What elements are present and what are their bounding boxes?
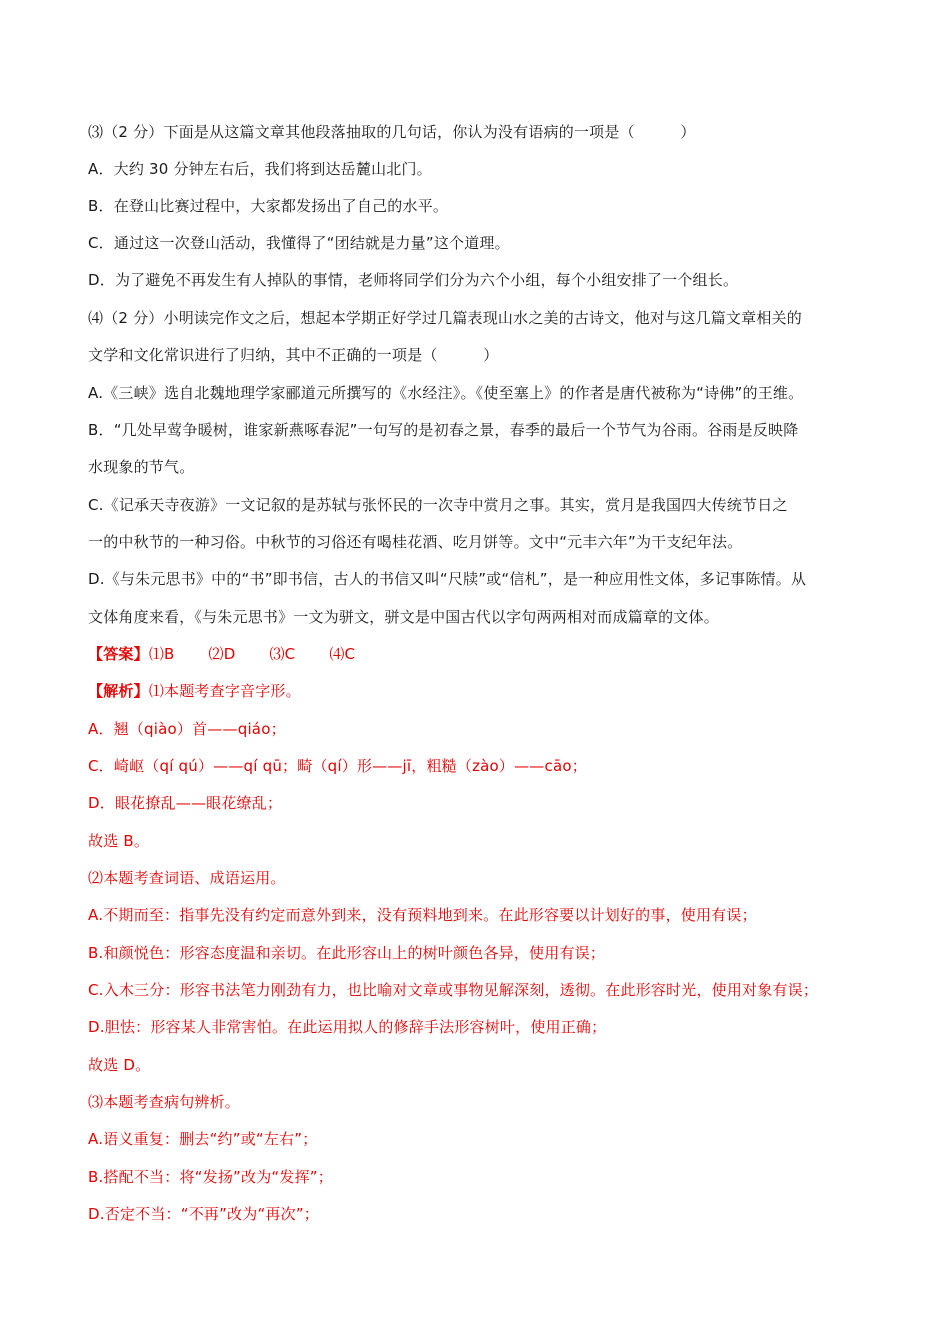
analysis-p1-c: C．崎岖（qí qú）——qí qū；畸（qí）形——jī，粗糙（zào）——cāo；: [88, 757, 587, 775]
q3-option-d: D．为了避免不再发生有人掉队的事情，老师将同学们分为六个小组，每个小组安排了一个组长。: [88, 271, 739, 289]
answer-item: ⑵D: [208, 645, 236, 663]
answer-line: [88, 644, 868, 664]
q4-stem-line1: ⑷（2 分）小明读完作文之后，想起本学期正好学过几篇表现山水之美的古诗文，他对与这几篇文章相关的: [88, 309, 802, 327]
analysis-p2-b: B.和颜悦色：形容态度温和亲切。在此形容山上的树叶颜色各异，使用有误；: [88, 944, 606, 962]
analysis-p3-a: A.语义重复：删去“约”或“左右”；: [88, 1130, 318, 1148]
analysis-p3-b: B.搭配不当：将“发扬”改为“发挥”；: [88, 1168, 333, 1186]
q3-option-a: A．大约 30 分钟左右后，我们将到达岳麓山北门。: [88, 160, 432, 178]
analysis-p2-a: A.不期而至：指事先没有约定而意外到来，没有预料地到来。在此形容要以计划好的事，使用有误；: [88, 906, 757, 924]
analysis-p1-intro: ⑴本题考查字音字形。: [148, 682, 301, 700]
q3-option-b: B．在登山比赛过程中，大家都发扬出了自己的水平。: [88, 197, 449, 215]
analysis-p1-conclusion: 故选 B。: [88, 832, 150, 850]
analysis-p2-intro: ⑵本题考查词语、成语运用。: [88, 869, 286, 887]
analysis-label: 【解析】: [88, 682, 149, 700]
analysis-line: [88, 681, 868, 701]
analysis-p2-conclusion: 故选 D。: [88, 1056, 151, 1074]
analysis-p2-c: C.入木三分：形容书法笔力刚劲有力，也比喻对文章或事物见解深刻，透彻。在此形容时光，使用对象有误；: [88, 981, 819, 999]
q4-option-a: A.《三峡》选自北魏地理学家郦道元所撰写的《水经注》。《使至塞上》的作者是唐代被称为“诗佛”的王维。: [88, 384, 804, 402]
q3-option-c: C．通过这一次登山活动，我懂得了“团结就是力量”这个道理。: [88, 234, 510, 252]
answer-item: ⑴B: [148, 645, 175, 663]
analysis-p2-d: D.胆怯：形容某人非常害怕。在此运用拟人的修辞手法形容树叶，使用正确；: [88, 1018, 607, 1036]
q3-stem: ⑶（2 分）下面是从这篇文章其他段落抽取的几句话，你认为没有语病的一项是（ ）: [88, 123, 696, 141]
analysis-p1-d: D．眼花撩乱——眼花缭乱；: [88, 794, 283, 812]
q4-option-d-line2: 文体角度来看，《与朱元思书》一文为骈文，骈文是中国古代以字句两两相对而成篇章的文体。: [88, 608, 719, 626]
q4-option-c-line2: 一的中秋节的一种习俗。中秋节的习俗还有喝桂花酒、吃月饼等。文中“元丰六年”为干支纪年法。: [88, 533, 743, 551]
analysis-p1-a: A．翘（qiào）首——qiáo；: [88, 720, 286, 738]
q4-option-b-line1: B．“几处早莺争暖树，谁家新燕啄春泥”一句写的是初春之景，春季的最后一个节气为谷雨。谷雨是反映降: [88, 421, 799, 439]
answer-label: 【答案】: [88, 645, 149, 663]
q4-option-c-line1: C.《记承天寺夜游》一文记叙的是苏轼与张怀民的一次寺中赏月之事。其实，赏月是我国四大传统节日之: [88, 496, 788, 514]
q4-option-d-line1: D.《与朱元思书》中的“书”即书信，古人的书信又叫“尺牍”或“信札”，是一种应用性文体，多记事陈情。从: [88, 570, 807, 588]
answer-item: ⑷C: [329, 645, 356, 663]
analysis-p3-intro: ⑶本题考查病句辨析。: [88, 1093, 241, 1111]
answer-item: ⑶C: [269, 645, 296, 663]
q4-stem-line2: 文学和文化常识进行了归纳，其中不正确的一项是（ ）: [88, 346, 499, 364]
analysis-p3-d: D.否定不当：“不再”改为“再次”；: [88, 1205, 320, 1223]
q4-option-b-line2: 水现象的节气。: [88, 458, 195, 476]
